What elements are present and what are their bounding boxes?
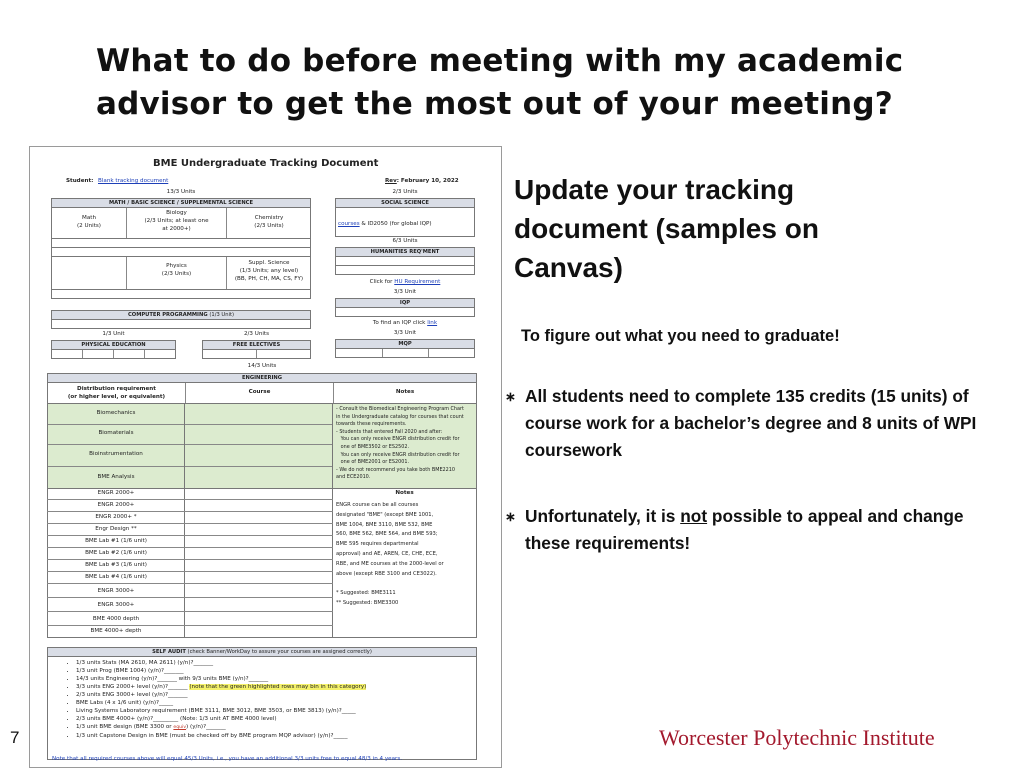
free-header: FREE ELECTIVES: [202, 340, 311, 350]
audit-item: • 1/3 unit Capstone Design in BME (must be checked off by BME program MQP advisor) (y/n)?_____: [76, 732, 476, 740]
iqp-units: 3/3 Unit: [393, 289, 417, 295]
engr-notes-cell: [332, 488, 477, 638]
pe-units: 1/3 Unit: [102, 331, 125, 337]
eng-units: 14/3 Units: [247, 363, 277, 369]
suppl-science-cell: Suppl. Science (1/3 Units; any level) (BB, PH, CH, MA, CS, FY): [234, 260, 304, 282]
audit-design-tail: ) (y/n)?_______: [186, 724, 226, 730]
bullet-credits-text: All students need to complete 135 credits (15 units) of course work for a bachelor’s degree and 8 units of WPI coursework: [525, 386, 977, 460]
dist-req-header: Distribution requirement (or higher level, or equivalent): [67, 386, 166, 400]
iqp-header: IQP: [335, 298, 475, 308]
courses-link[interactable]: courses: [338, 221, 360, 227]
engr-row: Engr Design **: [95, 526, 137, 532]
engr-row: BME Lab #2 (1/6 unit): [85, 550, 147, 556]
audit-header: SELF AUDIT: [152, 649, 186, 655]
social-row: [335, 207, 475, 237]
audit-item-text: 1/3 unit BME design (BME 3300 or: [76, 724, 174, 730]
dist-rows: [47, 403, 185, 489]
institution-name: Worcester Polytechnic Institute: [659, 725, 935, 750]
dist-row: Biomechanics: [96, 410, 136, 416]
iqp-row: [335, 307, 475, 317]
courses-rest: & ID2050 (for global IQP): [359, 221, 432, 227]
student-label: Student:: [66, 178, 94, 184]
bullet-appeal: [505, 503, 985, 557]
eng-header: ENGINEERING: [47, 373, 477, 383]
bullet-star-icon: ∗: [505, 509, 516, 524]
comp-row: [51, 319, 311, 329]
engr-row: BME Lab #3 (1/6 unit): [85, 562, 147, 568]
engr-row: BME 4000 depth: [92, 616, 140, 622]
social-header: SOCIAL SCIENCE: [335, 198, 475, 208]
audit-item-text: 3/3 units ENG 2000+ level (y/n)?_______: [76, 684, 188, 690]
blank-tracking-link[interactable]: Blank tracking document: [98, 178, 169, 184]
course-col-header: Course: [248, 389, 271, 395]
dist-row: Biomaterials: [98, 430, 134, 436]
engr-row: BME Lab #4 (1/6 unit): [85, 574, 147, 580]
audit-highlight: (note that the green highlighted rows may bin in this category): [189, 684, 367, 690]
engr-row: ENGR 2000+ *: [95, 514, 137, 520]
goal-text: To figure out what you need to graduate!: [521, 327, 840, 345]
engr-row: BME Lab #1 (1/6 unit): [85, 538, 147, 544]
chemistry-cell: Chemistry (2/3 Units): [254, 215, 284, 229]
social-units: 2/3 Units: [392, 189, 418, 195]
audit-header-note: (check Banner/WorkDay to assure your courses are assigned correctly): [185, 649, 372, 655]
hum-header: HUMANITIES REQ'MENT: [335, 247, 475, 257]
rev-label: [385, 178, 459, 184]
bullet-appeal-not: not: [680, 506, 708, 526]
dist-row: Bioinstrumentation: [89, 451, 143, 457]
bullet-appeal-text: [525, 503, 985, 557]
engr-course-cells: [184, 488, 333, 638]
science-blank-row: [51, 289, 311, 299]
audit-item: • 1/3 units Stats (MA 2610, MA 2611) (y/n)?_______: [76, 659, 476, 667]
math-header: MATH / BASIC SCIENCE / SUPPLEMENTAL SCIENCE: [51, 198, 311, 208]
dist-notes-cell: [332, 403, 477, 489]
slide-title: What to do before meeting with my academic advisor to get the most out of your meeting?: [96, 43, 904, 122]
dist-notes: - Consult the Biomedical Engineering Program Chart in the Undergraduate catalog for courses that count towards these requirements. - Students that entered Fall 2020 and after: You can only receive ENGR distribution credit for one of BME3502 or ES2502. You can only receive ENGR distribution credit for one of BME2001 or ES2001. - We do not recommend you take both BME2210 and ECE2010.: [336, 406, 464, 481]
pe-header: PHYSICAL EDUCATION: [51, 340, 176, 350]
iqp-link[interactable]: link: [427, 320, 438, 326]
rev-date: : February 10, 2022: [396, 178, 459, 184]
hum-row-2: [335, 265, 475, 275]
audit-item: • 14/3 units Engineering (y/n)?_______ with 9/3 units BME (y/n)?_______: [76, 675, 476, 683]
bullet-credits: [505, 383, 985, 464]
tracking-document: [29, 146, 502, 768]
notes-col-header: Notes: [395, 389, 415, 395]
engr-rows: [47, 488, 185, 638]
free-units: 2/3 Units: [243, 331, 270, 337]
tracking-heading: Update your tracking document (samples on Canvas): [514, 174, 819, 283]
doc-title: BME Undergraduate Tracking Document: [153, 158, 379, 169]
audit-item: • BME Labs (4 x 1/6 unit) (y/n)?_____: [76, 699, 476, 707]
audit-equiv: equiv: [173, 725, 187, 730]
eng-col-headers: [47, 382, 477, 404]
audit-list: [47, 656, 477, 760]
audit-item: • 1/3 unit Prog (BME 1004) (y/n)?_______: [76, 667, 476, 675]
math-cell: Math (2 Units): [76, 215, 101, 229]
bullet-star-icon: ∗: [505, 389, 516, 404]
audit-item: • 2/3 units ENG 3000+ level (y/n)?_______: [76, 691, 476, 699]
audit-footer: Note that all required courses above will equal 45/3 Units, i.e., you have an additional 3/3 units free to equal 48/3 in 4 years.: [52, 756, 403, 762]
mqp-units: 3/3 Unit: [393, 330, 417, 336]
engr-notes: ENGR course can be all courses designated "BME" (except BME 1001, BME 1004, BME 3110, BME 532, BME 560, BME 562, BME 564, and BME 593; BME 595 requires departmental approval) and AE, AREN, CE, CHE, ECE, RBE, and ME courses at the 2000-level or above (except RBE 3100 and CE3022). * Suggested: BME3111 ** Suggested: BME3300: [336, 502, 444, 606]
bullet-appeal-post: possible to appeal and change these requirements!: [525, 506, 964, 553]
bullet-appeal-pre: Unfortunately, it is: [525, 506, 681, 526]
rev-label-text: Rev: [385, 178, 397, 184]
engr-row: BME 4000+ depth: [90, 628, 142, 634]
mqp-row: [335, 348, 475, 358]
mqp-header: MQP: [335, 339, 475, 349]
comp-units: (1/3 Unit): [209, 312, 235, 318]
physics-cell: Physics (2/3 Units): [161, 263, 192, 277]
hu-requirement-link[interactable]: HU Requirement: [394, 279, 441, 285]
hu-line: [335, 279, 475, 285]
science-row: [51, 256, 311, 290]
pe-row: [51, 349, 176, 359]
math-row: [51, 207, 311, 239]
hum-units: 6/3 Units: [392, 238, 418, 244]
biology-cell: Biology (2/3 Units; at least one at 2000+): [144, 210, 209, 232]
math-units: 13/3 Units: [166, 189, 196, 195]
audit-item-eng2000: [76, 683, 476, 691]
iqp-find-line: [335, 320, 475, 326]
comp-header: COMPUTER PROGRAMMING: [127, 312, 208, 318]
audit-item: • Living Systems Laboratory requirement (BME 3111, BME 3012, BME 3503, or BME 3813) (y/n)?_____: [76, 707, 476, 715]
page-number: 7: [10, 728, 20, 747]
engr-row: ENGR 3000+: [97, 602, 135, 608]
engr-row: ENGR 3000+: [97, 588, 135, 594]
hu-click: Click for: [369, 279, 395, 285]
courses-line: [338, 221, 432, 227]
iqp-find: To find an IQP click: [372, 320, 428, 326]
engr-row: ENGR 2000+: [97, 490, 135, 496]
engr-row: ENGR 2000+: [97, 502, 135, 508]
dist-course-cells: [184, 403, 333, 489]
engr-notes-header: Notes: [395, 490, 414, 496]
audit-item-design: [76, 723, 476, 732]
free-row: [202, 349, 311, 359]
audit-item: • 2/3 units BME 4000+ (y/n)?_________ (Note: 1/3 unit AT BME 4000 level): [76, 715, 476, 723]
dist-row: BME Analysis: [97, 474, 135, 480]
